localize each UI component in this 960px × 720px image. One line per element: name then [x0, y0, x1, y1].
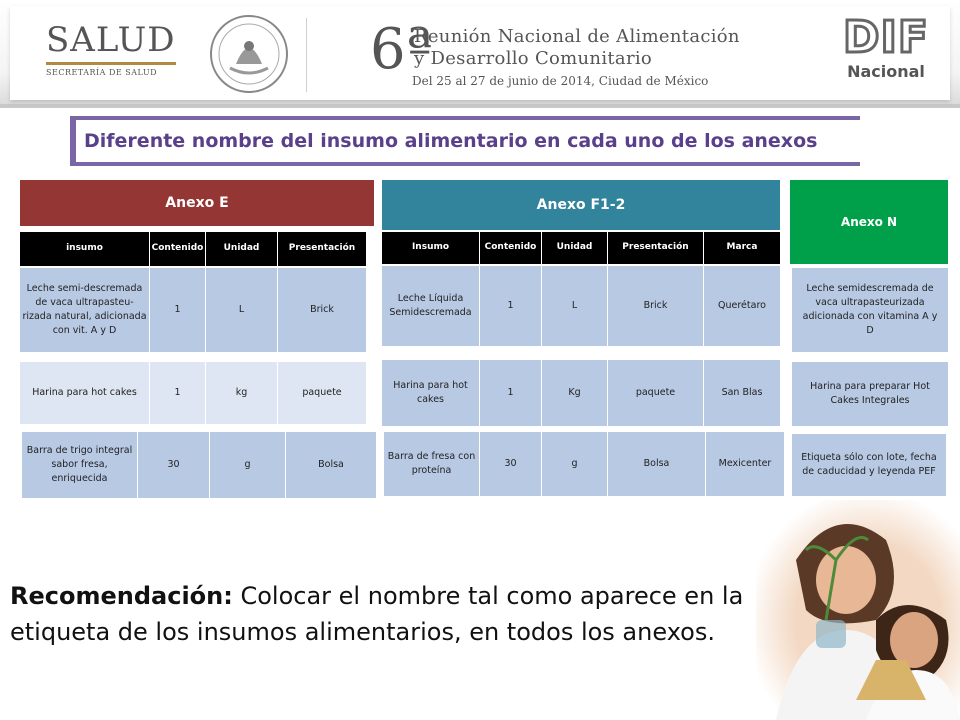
annex-f-col-presentacion: Presentación: [608, 232, 704, 264]
annex-f-col-unidad: Unidad: [542, 232, 608, 264]
annex-f-row-3-marca: Mexicenter: [718, 458, 772, 470]
annex-f-row-1-presentacion: Brick: [608, 266, 704, 346]
annex-f-row-1-marca: Querétaro: [718, 300, 766, 312]
event-number: 6ª: [370, 17, 433, 82]
annex-n-row-2: Harina para preparar Hot Cakes Integrales: [792, 362, 948, 426]
annex-e-title: [20, 180, 374, 226]
annex-e-row-3-contenido: 30: [138, 432, 210, 498]
annex-e-row-1-unidad: L: [206, 268, 278, 352]
mexico-seal-icon: [206, 12, 292, 96]
header-card: [10, 6, 950, 100]
annex-f-row-3-contenido: 30: [480, 432, 542, 496]
annex-f-row-1-unidad: L: [542, 266, 608, 346]
annex-e-row-3-insumo: Barra de trigo integral sabor fresa, enriquecida: [22, 432, 138, 498]
annex-f-row-3-unidad: g: [542, 432, 608, 496]
annex-e-row-1: [20, 268, 366, 352]
recommendation: [10, 578, 760, 650]
event-title-line2: y Desarrollo Comunitario: [414, 48, 653, 69]
annex-e-col-insumo: insumo: [20, 232, 150, 266]
annex-f-row-2-insumo: Harina para hot cakes: [382, 360, 480, 426]
dif-logo-sub: Nacional: [847, 62, 925, 81]
annex-f-row-2-unidad: Kg: [542, 360, 608, 426]
event-title-line1: Reunión Nacional de Alimentación: [414, 26, 740, 47]
annex-f-row-1: [382, 266, 780, 346]
annex-e-row-3-presentacion: Bolsa: [318, 459, 344, 471]
annex-e-col-unidad: Unidad: [206, 232, 278, 266]
annex-f-title: [382, 180, 780, 230]
annex-f-row-1-contenido: 1: [480, 266, 542, 346]
annex-f-row-2-presentacion: paquete: [608, 360, 704, 426]
annex-f-row-2-marca: San Blas: [721, 387, 763, 399]
annex-f-row-3: [384, 432, 784, 496]
annex-e-row-2-presentacion: paquete: [302, 387, 342, 399]
annex-e-header-row: [20, 232, 366, 266]
recommendation-label: Recomendación:: [10, 582, 233, 610]
annex-f-row-2: [382, 360, 780, 426]
annex-e-row-3: [22, 432, 376, 498]
event-date: Del 25 al 27 de junio de 2014, Ciudad de México: [412, 74, 709, 88]
annex-n-row-1: Leche semidescremada de vaca ultrapasteurizada adicionada con vitamina A y D: [792, 268, 948, 352]
annex-e-col-presentacion: Presentación: [288, 243, 356, 254]
section-heading: [70, 116, 860, 166]
annex-f-row-3-presentacion: Bolsa: [608, 432, 706, 496]
annex-e-row-3-unidad: g: [210, 432, 286, 498]
salud-subtitle: SECRETARÍA DE SALUD: [46, 68, 158, 77]
salud-title: SALUD: [46, 20, 176, 60]
dif-logo: [836, 14, 936, 81]
annex-f-row-1-insumo: Leche Líquida Semidescremada: [382, 266, 480, 346]
annex-e-row-2-insumo: Harina para hot cakes: [20, 362, 150, 424]
annex-f-row-2-contenido: 1: [480, 360, 542, 426]
annex-n-row-3: Etiqueta sólo con lote, fecha de caducidad y leyenda PEF: [792, 434, 946, 496]
annex-e-row-2-unidad: kg: [206, 362, 278, 424]
annex-f-row-3-insumo: Barra de fresa con proteína: [384, 432, 480, 496]
header-banner: [0, 0, 960, 108]
annex-f-col-marca: Marca: [726, 242, 758, 253]
salud-logo: [46, 20, 196, 77]
annex-e-row-1-contenido: 1: [150, 268, 206, 352]
annex-f-col-insumo: Insumo: [382, 232, 480, 264]
annex-e-row-1-insumo: Leche semi-descremada de vaca ultrapasteu-rizada natural, adicionada con vit. A y D: [20, 268, 150, 352]
annex-e-row-2-contenido: 1: [150, 362, 206, 424]
header-divider: [306, 18, 307, 92]
section-heading-inner: [76, 120, 860, 162]
annex-e-row-1-presentacion: Brick: [310, 304, 334, 316]
annex-e-col-contenido: Contenido: [150, 232, 206, 266]
annex-n-title-text: Anexo N: [840, 215, 898, 229]
dif-logo-text: DIF: [843, 12, 929, 63]
section-heading-text: Diferente nombre del insumo alimentario en cada uno de los anexos: [84, 130, 818, 152]
annex-f-header-row: [382, 232, 780, 264]
annex-f-title-text: Anexo F1-2: [536, 197, 626, 213]
recommendation-text: Colocar el nombre tal como aparece en la etiqueta de los insumos alimentarios, en todos los anexos.: [10, 582, 744, 646]
children-photo: [756, 500, 960, 720]
annex-n-title: [790, 180, 948, 264]
annex-e-title-text: Anexo E: [165, 195, 229, 211]
salud-divider: [46, 62, 176, 65]
annex-e-row-2: [20, 362, 366, 424]
annex-f-col-contenido: Contenido: [480, 232, 542, 264]
